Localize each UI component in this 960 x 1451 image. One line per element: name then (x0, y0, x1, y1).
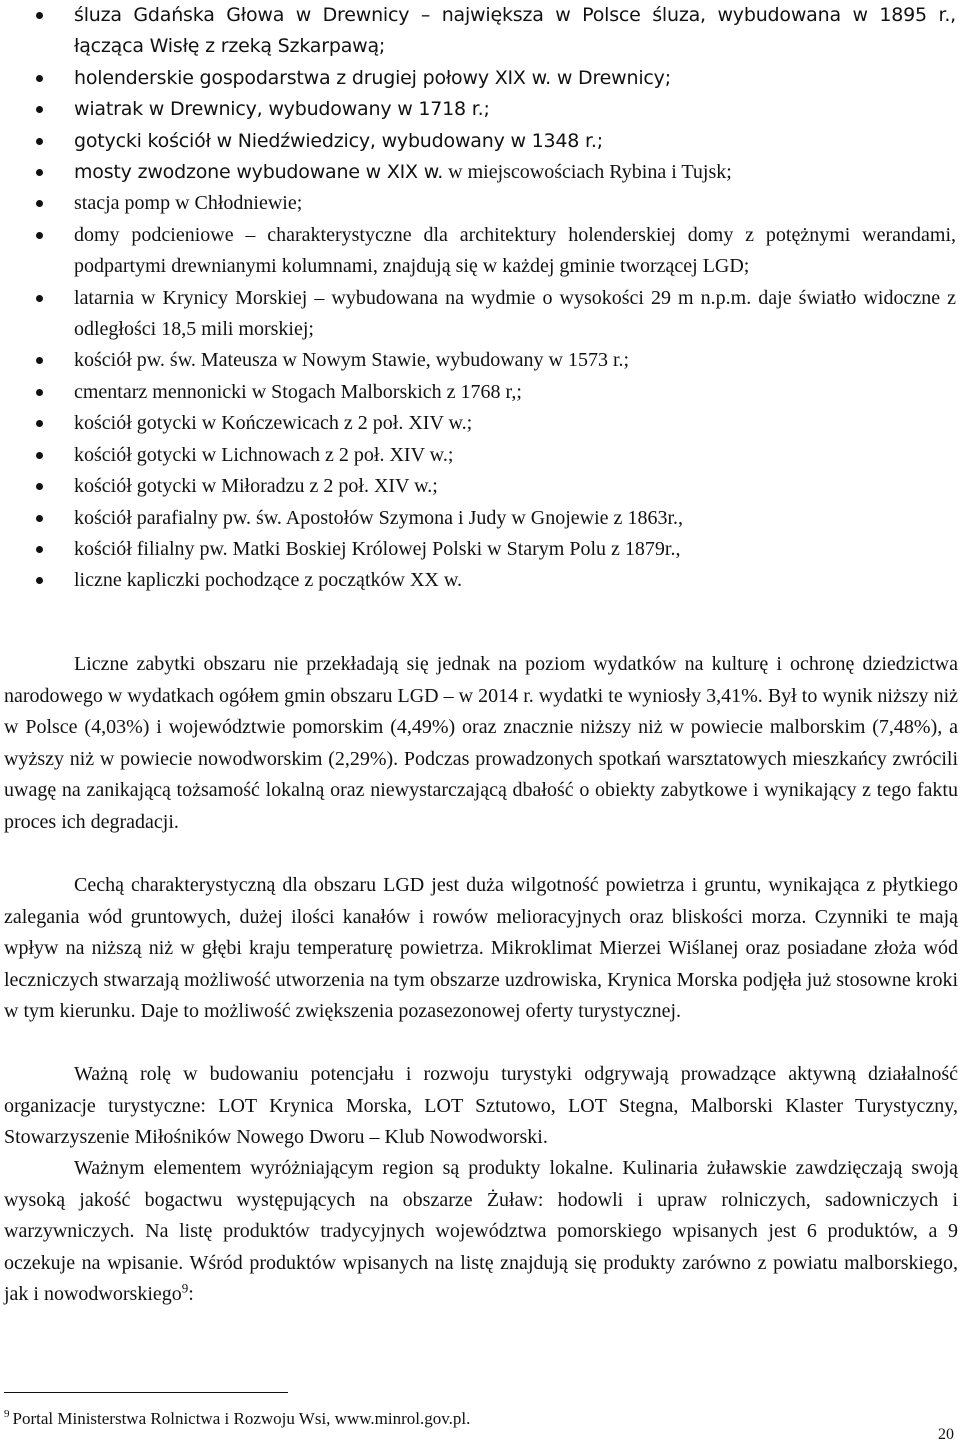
list-item: holenderskie gospodarstwa z drugiej połowy XIX w. w Drewnicy; (0, 63, 960, 94)
footnote-reference[interactable]: 9 (181, 1280, 189, 1296)
paragraph-local-products: Ważnym elementem wyróżniającym region są produkty lokalne. Kulinaria żuławskie zawdzięczają swoją wysoką jakość bogactwu występujących na obszarze Żuław: hodowli i upraw rolniczych, sadowniczych i warzywniczych. Na listę produktów tradycyjnych województwa pomorskiego wpisanych jest 6 produktów, a 9 oczekuje na wpisanie. Wśród produktów wpisanych na listę znajdują się produkty zarówno z powiatu malborskiego, jak i nowodworskiego$^9$: (4, 1157, 958, 1305)
list-item: kościół gotycki w Miłoradzu z 2 poł. XIV w.; (0, 471, 960, 502)
list-item: kościół pw. św. Mateusza w Nowym Stawie, wybudowany w 1573 r.; (0, 345, 960, 376)
footnote-separator (4, 1392, 288, 1393)
list-item: latarnia w Krynicy Morskiej – wybudowana na wydmie o wysokości 29 m n.p.m. daje światło widoczne z odległości 18,5 mili morskiej; (0, 283, 960, 346)
list-item: kościół gotycki w Kończewicach z 2 poł. XIV w.; (0, 408, 960, 439)
monuments-list (0, 0, 960, 597)
list-item: gotycki kościół w Niedźwiedzicy, wybudowany w 1348 r.; (0, 126, 960, 157)
list-item: mosty zwodzone wybudowane w XIX w. w miejscowościach Rybina i Tujsk; (0, 157, 960, 188)
list-item: kościół filialny pw. Matki Boskiej Królowej Polski w Starym Polu z 1879r., (0, 534, 960, 565)
list-item: cmentarz mennonicki w Stogach Malborskich z 1768 r,; (0, 377, 960, 408)
list-item: domy podcieniowe – charakterystyczne dla architektury holenderskiej domy z potężnymi werandami, podpartymi drewnianymi kolumnami, znajdują się w każdej gminie tworzącej LGD; (0, 220, 960, 283)
paragraph-tourism-organizations: Ważną rolę w budowaniu potencjału i rozwoju turystyki odgrywają prowadzące aktywną działalność organizacje turystyczne: LOT Krynica Morska, LOT Sztutowo, LOT Stegna, Malborski Klaster Turystyczny, Stowarzyszenie Miłośników Nowego Dworu – Klub Nowodworski. (4, 1063, 958, 1148)
footnote-number: 9 (4, 1408, 10, 1421)
list-item: stacja pomp w Chłodniewie; (0, 188, 960, 219)
list-item: śluza Gdańska Głowa w Drewnicy – największa w Polsce śluza, wybudowana w 1895 r., łącząca Wisłę z rzeką Szkarpawą; (0, 0, 960, 63)
list-item: wiatrak w Drewnicy, wybudowany w 1718 r.; (0, 94, 960, 125)
paragraph-heritage-spending: Liczne zabytki obszaru nie przekładają się jednak na poziom wydatków na kulturę i ochronę dziedzictwa narodowego w wydatkach ogółem gmin obszaru LGD – w 2014 r. wydatki te wyniosły 3,41%. Był to wynik niższy niż w Polsce (4,03%) i województwie pomorskim (4,49%) oraz znacznie niższy niż w powiecie malborskim (7,48%), a wyższy niż w powiecie nowodworskim (2,29%). Podczas prowadzonych spotkań warsztatowych mieszkańcy zwrócili uwagę na zanikającą tożsamość lokalną oraz niewystarczającą dbałość o obiekty zabytkowe i wynikający z tego faktu proces ich degradacji. (4, 653, 958, 833)
list-item: liczne kapliczki pochodzące z początków XX w. (0, 565, 960, 596)
list-item: kościół parafialny pw. św. Apostołów Szymona i Judy w Gnojewie z 1863r., (0, 503, 960, 534)
page-number: 20 (938, 1426, 954, 1443)
paragraph-climate: Cechą charakterystyczną dla obszaru LGD jest duża wilgotność powietrza i gruntu, wynikająca z płytkiego zalegania wód gruntowych, dużej ilości kanałów i rowów melioracyjnych oraz bliskości morza. Czynniki te mają wpływ na niższą niż w głębi kraju temperaturę powietrza. Mikroklimat Mierzei Wiślanej oraz posiadane złoża wód leczniczych stwarzają możliwość utworzenia na tym obszarze uzdrowiska, Krynica Morska podjęła już stosowne kroki w tym kierunku. Daje to możliwość zwiększenia pozasezonowej oferty turystycznej. (4, 874, 958, 1022)
footnote-text: Portal Ministerstwa Rolnictwa i Rozwoju Wsi, www.minrol.gov.pl. (12, 1409, 471, 1428)
list-item: kościół gotycki w Lichnowach z 2 poł. XIV w.; (0, 440, 960, 471)
footnote (4, 1408, 470, 1430)
